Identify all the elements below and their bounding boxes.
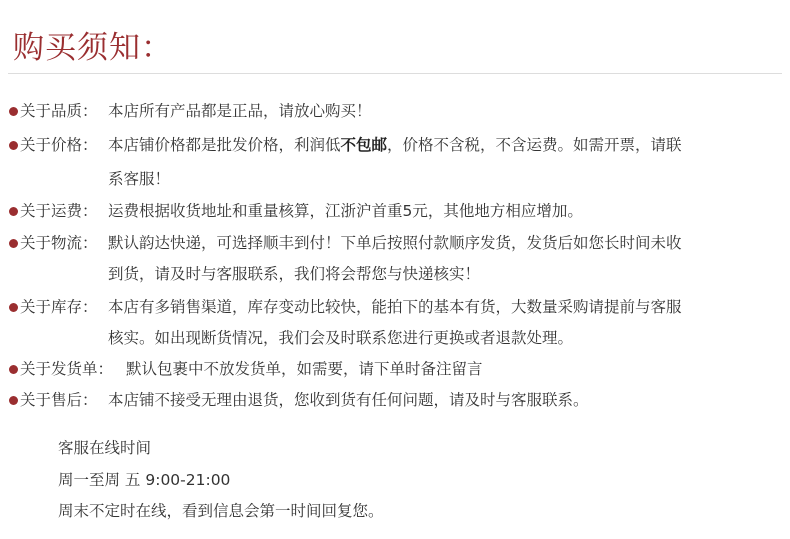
page-title: 购买须知：: [13, 30, 173, 66]
notice-text: 本店铺不接受无理由退货，您收到货有任何问题，请及时与客服联系。: [108, 391, 589, 409]
notice-label: 关于价格：: [20, 136, 98, 154]
bullet-dot: [9, 303, 18, 312]
notice-text: 运费根据收货地址和重量核算，江浙沪首重5元，其他地方相应增加。: [108, 202, 583, 220]
notice-stock: [0, 291, 790, 355]
notice-label: 关于发货单：: [20, 360, 114, 378]
notice-text: [108, 129, 682, 161]
notice-text: 本店有多销售渠道，库存变动比较快，能拍下的基本有货，大数量采购请提前与客服: [108, 298, 682, 316]
service-hours-weekend: 周末不定时在线，看到信息会第一时间回复您。: [58, 502, 384, 520]
title-divider: [8, 73, 782, 74]
notice-price: [0, 129, 790, 193]
service-hours-weekdays: 周一至周 五 9:00-21:00: [58, 471, 231, 489]
bullet-dot: [9, 396, 18, 405]
bullet-dot: [9, 107, 18, 116]
service-hours-heading: 客服在线时间: [58, 439, 152, 457]
notice-after-sales: [0, 384, 790, 416]
notice-label: 关于售后：: [20, 391, 98, 409]
notice-text-part: 本店铺价格都是批发价格，利润低: [108, 136, 341, 154]
notice-text: 默认包裹中不放发货单，如需要，请下单时备注留言: [126, 360, 483, 378]
notice-text-continued: 系客服！: [108, 170, 171, 188]
notice-text-part: ，价格不含税，不含运费。如需开票，请联: [387, 136, 682, 154]
no-free-shipping-emphasis: 不包邮: [340, 136, 388, 154]
bullet-dot: [9, 141, 18, 150]
notice-text: 默认韵达快递，可选择顺丰到付！下单后按照付款顺序发货，发货后如您长时间未收: [108, 234, 682, 252]
notice-packing-slip: [0, 353, 790, 385]
notice-label: 关于库存：: [20, 298, 98, 316]
notice-label: 关于品质：: [20, 102, 98, 120]
notice-shipping-fee: [0, 195, 790, 227]
notice-text-continued: 到货，请及时与客服联系，我们将会帮您与快递核实！: [108, 265, 481, 283]
bullet-dot: [9, 365, 18, 374]
notice-logistics: [0, 227, 790, 291]
notice-text-continued: 核实。如出现断货情况，我们会及时联系您进行更换或者退款处理。: [108, 329, 574, 347]
notice-label: 关于运费：: [20, 202, 98, 220]
bullet-dot: [9, 207, 18, 216]
notice-label: 关于物流：: [20, 234, 98, 252]
notice-text: 本店所有产品都是正品，请放心购买！: [108, 102, 372, 120]
notice-quality: [0, 95, 790, 127]
bullet-dot: [9, 239, 18, 248]
